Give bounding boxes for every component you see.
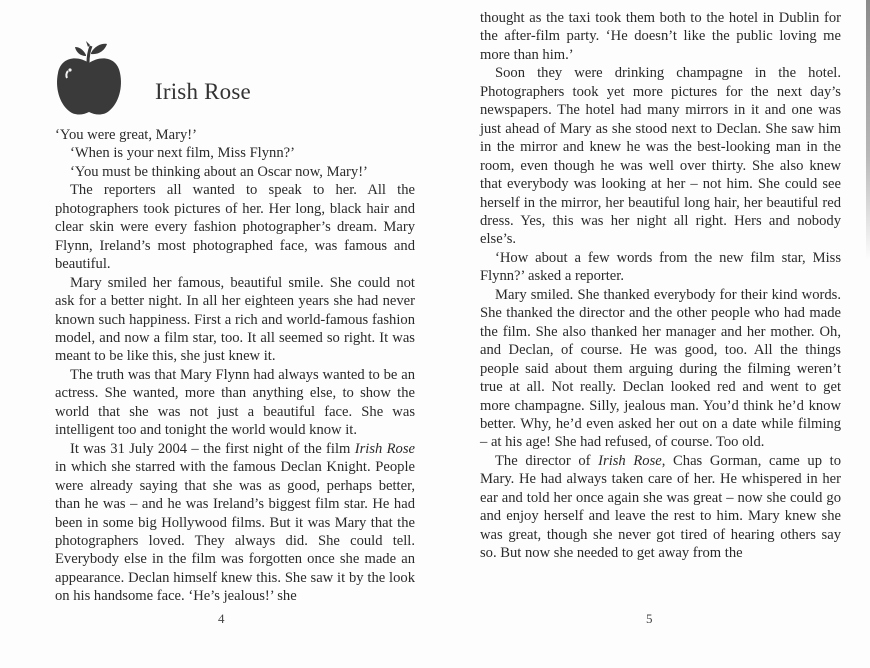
paragraph: ‘How about a few words from the new film star, Miss Flynn?’ asked a reporter. [480,249,841,285]
chapter-title: Irish Rose [155,79,251,105]
paragraph: thought as the taxi took them both to the hotel in Dublin for the after-film party. ‘He doesn’t like the public loving me more than him.’ [480,10,841,63]
paragraph: Mary smiled. She thanked everybody for their kind words. She thanked the director and the other people who had made the film. She also thanked her manager and her mother. Oh, and Declan, of course. He was good, too. All the things people said about them arguing during the filming weren’t true at all. Not really. Declan looked red and went to get more champagne. Silly, jealous man. You’d think he’d know better. Why, he’d even asked her out on a date while filming – at his age! She had refused, of course. Too old. [480,286,841,451]
page-edge-shadow [866,0,870,260]
paragraph [480,452,841,563]
paragraph: ‘You must be thinking about an Oscar now, Mary!’ [70,163,368,180]
page-number: 4 [218,611,225,626]
left-page-body [55,126,415,606]
paragraph: Soon they were drinking champagne in the hotel. Photographers took yet more pictures for the next day’s newspapers. The hotel had many mirrors in it and one was just ahead of Mary as she stood next to Declan. She saw him in the mirror and knew he was the best-looking man in the room, even though he was well over thirty. She also knew that everybody was looking at her – not him. She could see herself in the mirror, her beautiful long hair, her beautiful red dress. Yes, this was her night all right. Hers and nobody else’s. [480,65,841,248]
right-page [435,0,870,668]
film-title: Irish Rose [598,452,662,469]
paragraph-text: , Chas Gorman, came up to Mary. He had always taken care of her. He whispered in her ear and told her once again she was great – now she could go and enjoy herself and leave the rest to him. Mary knew she was great, though she never got tired of hearing others say so. But now she needed to get away from the [480,452,842,562]
right-page-body [480,9,841,563]
paragraph: The reporters all wanted to speak to her. All the photographers took pictures of her. Her long, black hair and clear skin were every fashion photographer’s dream. Mary Flynn, Ireland’s most photographed face, was famous and beautiful. [55,182,415,273]
paragraph-text: in which she starred with the famous Declan Knight. People were already saying that she was as good, perhaps better, than he was – and he was Ireland’s biggest film star. He had been in some big Hollywood films. But it was Mary that the photographers loved. They always did. She could tell. Everybody else in the film was forgotten once she made an appearance. Declan himself knew this. She saw it by the look on his handsome face. ‘He’s jealous!’ she [55,459,415,605]
paragraph-text: The director of [495,452,599,469]
page-number: 5 [646,611,653,626]
paragraph [55,440,415,606]
paragraph: ‘When is your next film, Miss Flynn?’ [70,145,295,162]
paragraph: The truth was that Mary Flynn had always wanted to be an actress. She wanted, more than anything else, to show the world that she was not just a beautiful face. She was intelligent too and tonight the world would know it. [55,366,415,439]
paragraph: Mary smiled her famous, beautiful smile. She could not ask for a better night. In all her eighteen years she had never known such happiness. First a rich and world-famous fashion model, and now a film star, too. It all seemed so right. It was meant to be like this, she just knew it. [55,274,415,365]
paragraph: ‘You were great, Mary!’ [55,127,197,143]
apple-icon [55,37,123,117]
film-title: Irish Rose [354,440,415,457]
paragraph-text: It was 31 July 2004 – the first night of the film [70,440,355,457]
